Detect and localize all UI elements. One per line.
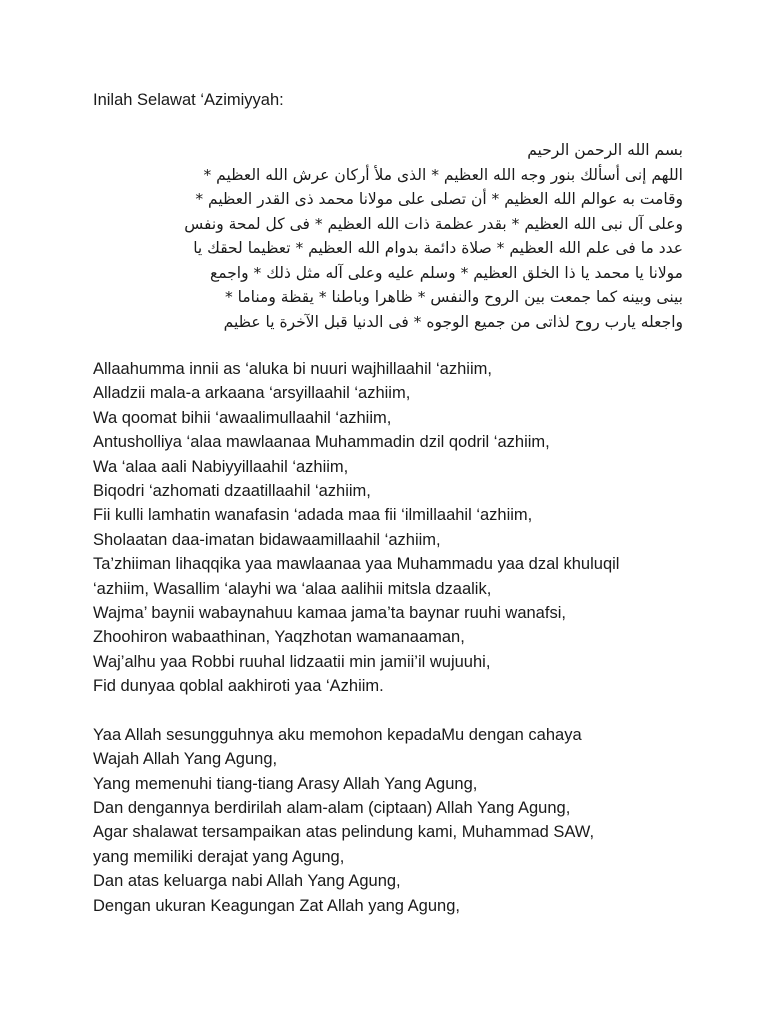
transliteration-line: Fid dunyaa qoblal aakhiroti yaa ‘Azhiim. [93, 677, 384, 696]
arabic-line: عدد ما فى علم الله العظيم * صلاة دائمة بدوام الله العظيم * تعظيما لحقك يا [193, 239, 683, 257]
arabic-line: واجعله يارب روح لذاتى من جميع الوجوه * فى الدنيا قبل الآخرة يا عظيم [223, 312, 683, 331]
transliteration-line: Wajma’ baynii wabaynahuu kamaa jama’ta baynar ruuhi wanafsi, [93, 604, 566, 623]
document-page [93, 88, 683, 918]
translation-line: yang memiliki derajat yang Agung, [93, 847, 345, 866]
transliteration-line: Ta’zhiiman lihaqqika yaa mawlaanaa yaa Muhammadu yaa dzal khuluqil [93, 555, 620, 574]
arabic-line: بينى وبينه كما جمعت بين الروح والنفس * ظاهرا وباطنا * يقظة ومناما * [224, 288, 683, 306]
translation-block [93, 723, 683, 918]
transliteration-line: Allaahumma innii as ‘aluka bi nuuri wajhillaahil ‘azhiim, [93, 360, 492, 378]
arabic-line: اللهم إنى أسألك بنور وجه الله العظيم * الذى ملأ أركان عرش الله العظيم * [203, 165, 683, 184]
translation-line: Wajah Allah Yang Agung, [93, 750, 278, 769]
transliteration-line: Wa qoomat bihii ‘awaalimullaahil ‘azhiim, [93, 408, 392, 427]
arabic-line: وقامت به عوالم الله العظيم * أن تصلى على مولانا محمد ذى القدر العظيم * [195, 190, 683, 208]
transliteration-line: ‘azhiim, Wasallim ‘alayhi wa ‘alaa aalihii mitsla dzaalik, [93, 579, 492, 598]
translation-line: Yaa Allah sesungguhnya aku memohon kepadaMu dengan cahaya [93, 725, 582, 744]
translation-line: Agar shalawat tersampaikan atas pelindung kami, Muhammad SAW, [93, 823, 595, 842]
translation-line: Yang memenuhi tiang-tiang Arasy Allah Yang Agung, [93, 774, 478, 793]
transliteration-block [93, 357, 683, 699]
transliteration-line: Biqodri ‘azhomati dzaatillaahil ‘azhiim, [93, 482, 371, 501]
arabic-line: وعلى آل نبى الله العظيم * بقدر عظمة ذات الله العظيم * فى كل لمحة ونفس [184, 214, 683, 233]
transliteration-line: Zhoohiron wabaathinan, Yaqzhotan wamanaaman, [93, 628, 465, 647]
transliteration-line: Fii kulli lamhatin wanafasin ‘adada maa fii ‘ilmillaahil ‘azhiim, [93, 506, 533, 525]
arabic-line: مولانا يا محمد يا ذا الخلق العظيم * وسلم عليه وعلى آله مثل ذلك * واجمع [210, 263, 683, 282]
transliteration-line: Waj’alhu yaa Robbi ruuhal lidzaatii min jamii’il wujuuhi, [93, 652, 491, 671]
transliteration-line: Sholaatan daa-imatan bidawaamillaahil ‘azhiim, [93, 530, 441, 549]
document-heading: Inilah Selawat ‘Azimiyyah: [93, 91, 284, 109]
translation-line: Dan atas keluarga nabi Allah Yang Agung, [93, 872, 401, 891]
translation-line: Dan dengannya berdirilah alam-alam (ciptaan) Allah Yang Agung, [93, 798, 571, 817]
arabic-text-block [93, 138, 683, 334]
arabic-line: بسم الله الرحمن الرحيم [527, 141, 683, 159]
transliteration-line: Alladzii mala-a arkaana ‘arsyillaahil ‘azhiim, [93, 384, 411, 403]
transliteration-line: Wa ‘alaa aali Nabiyyillaahil ‘azhiim, [93, 457, 349, 476]
transliteration-line: Antusholliya ‘alaa mawlaanaa Muhammadin dzil qodril ‘azhiim, [93, 433, 550, 452]
translation-line: Dengan ukuran Keagungan Zat Allah yang Agung, [93, 896, 460, 915]
